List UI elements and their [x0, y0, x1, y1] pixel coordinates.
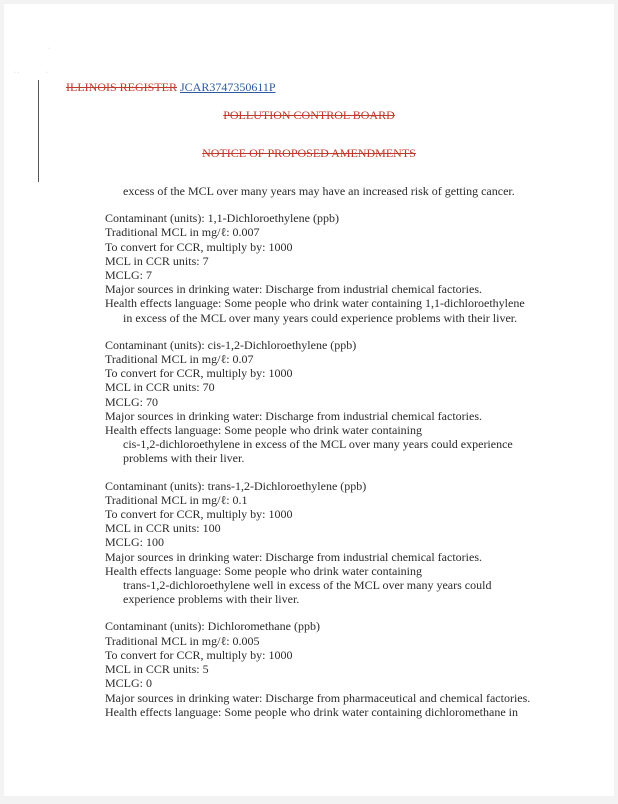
contaminant-line: Traditional MCL in mg/ℓ: 0.005 [105, 633, 260, 648]
contaminant-line: Major sources in drinking water: Discharge from pharmaceutical and chemical factories. [105, 690, 531, 705]
contaminant-block [105, 211, 545, 325]
contaminant-line: To convert for CCR, multiply by: 1000 [105, 647, 293, 662]
contaminant-line: Traditional MCL in mg/ℓ: 0.1 [105, 492, 248, 507]
contaminant-line: Contaminant (units): Dichloromethane (ppb) [105, 619, 320, 634]
contaminant-continuation-line: cis-1,2-dichloroethylene in excess of the MCL over many years could experience [123, 437, 513, 452]
contaminant-line: MCLG: 100 [105, 535, 165, 550]
intro-line: excess of the MCL over many years may have an increased risk of getting cancer. [123, 184, 515, 198]
contaminant-continuation-line: problems with their liver. [123, 451, 245, 466]
contaminant-line: Contaminant (units): trans-1,2-Dichloroethylene (ppb) [105, 478, 367, 493]
board-struck-text: POLLUTION CONTROL BOARD [223, 108, 395, 122]
contaminant-line: Health effects language: Some people who drink water containing 1,1-dichloroethylene [105, 296, 525, 311]
contaminant-line: MCLG: 0 [105, 676, 153, 691]
contaminant-line: Traditional MCL in mg/ℓ: 0.007 [105, 225, 260, 240]
contaminant-line: Contaminant (units): cis-1,2-Dichloroethylene (ppb) [105, 337, 357, 352]
board-title [4, 108, 614, 123]
contaminant-continuation-line: trans-1,2-dichloroethylene well in excess of the MCL over many years could [123, 578, 492, 593]
contaminant-block [105, 619, 545, 718]
scan-speck: · [48, 46, 50, 52]
contaminant-line: Major sources in drinking water: Discharge from industrial chemical factories. [105, 282, 482, 297]
contaminant-line: Health effects language: Some people who drink water containing [105, 423, 423, 438]
contaminant-line: Major sources in drinking water: Discharge from industrial chemical factories. [105, 408, 482, 423]
notice-struck-text: NOTICE OF PROPOSED AMENDMENTS [202, 146, 416, 160]
contaminant-line: MCLG: 70 [105, 394, 159, 409]
scan-speck: · · [14, 70, 20, 76]
contaminant-line: MCL in CCR units: 7 [105, 253, 209, 268]
contaminant-line: To convert for CCR, multiply by: 1000 [105, 507, 293, 522]
notice-title [4, 146, 614, 161]
contaminant-line: Major sources in drinking water: Discharge from industrial chemical factories. [105, 549, 482, 564]
register-header [66, 80, 276, 95]
document-page [4, 4, 614, 796]
contaminant-continuation-line: in excess of the MCL over many years could experience problems with their liver. [123, 310, 518, 325]
contaminant-line: MCLG: 7 [105, 268, 153, 283]
scan-speck: · [46, 70, 48, 76]
register-inserted-text: JCAR3747350611P [180, 80, 276, 94]
contaminant-block [105, 479, 545, 607]
contaminant-line: To convert for CCR, multiply by: 1000 [105, 366, 293, 381]
contaminant-line: Health effects language: Some people who drink water containing [105, 563, 423, 578]
contaminant-line: Traditional MCL in mg/ℓ: 0.07 [105, 352, 254, 367]
document-body [105, 184, 545, 732]
contaminant-line: To convert for CCR, multiply by: 1000 [105, 239, 293, 254]
revision-margin-bar [38, 80, 39, 182]
register-struck-text: ILLINOIS REGISTER [66, 80, 177, 94]
contaminant-line: MCL in CCR units: 70 [105, 380, 215, 395]
contaminant-continuation-line: experience problems with their liver. [123, 592, 300, 607]
contaminant-line: Health effects language: Some people who drink water containing dichloromethane in [105, 704, 518, 719]
contaminant-line: Contaminant (units): 1,1-Dichloroethylene (ppb) [105, 211, 339, 226]
contaminant-line: MCL in CCR units: 5 [105, 662, 209, 677]
contaminant-block [105, 338, 545, 466]
contaminant-line: MCL in CCR units: 100 [105, 521, 221, 536]
